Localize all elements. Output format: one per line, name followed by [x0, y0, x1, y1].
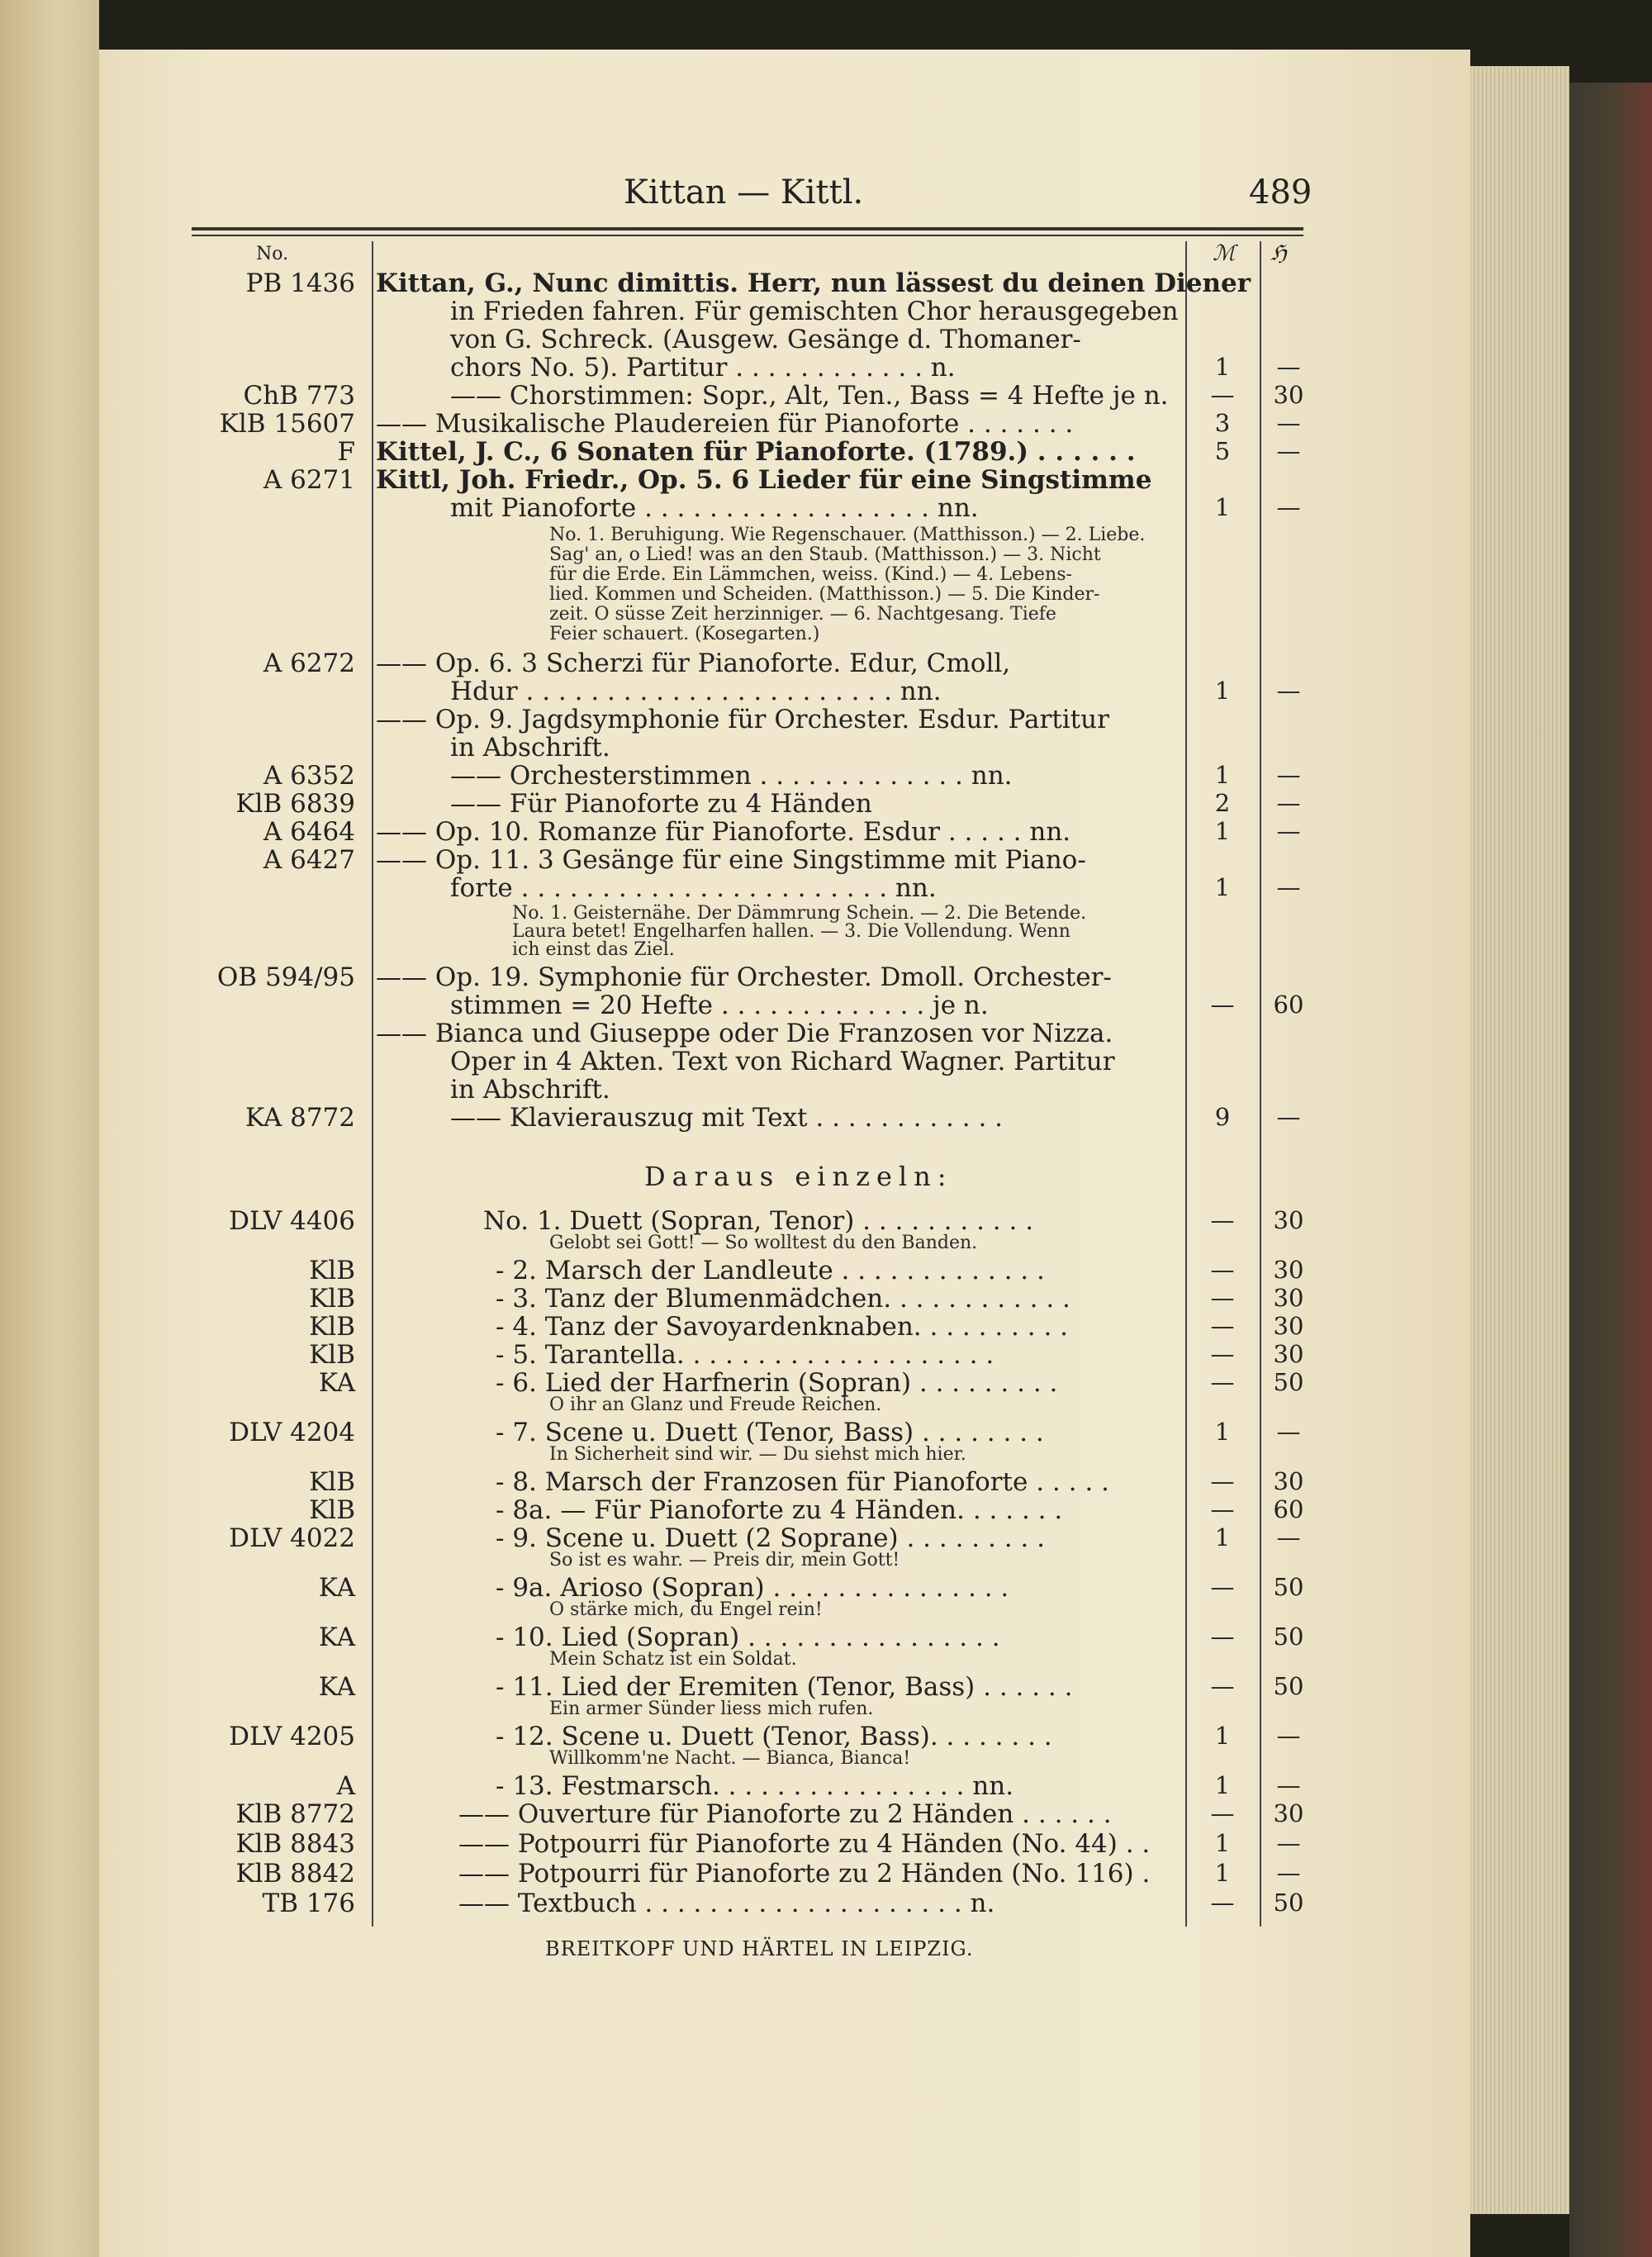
entry-note: ich einst das Ziel.	[512, 939, 675, 960]
entry-text: —— Op. 9. Jagdsymphonie für Orchester. Esdur. Partitur	[376, 705, 1109, 734]
catalog-number: DLV 4205	[229, 1722, 355, 1751]
entry-note: lied. Kommen und Scheiden. (Matthisson.) — 5. Die Kinder-	[549, 584, 1100, 605]
catalog-row	[0, 1623, 1652, 1652]
catalog-row	[0, 1368, 1652, 1398]
price-pfennig: 30	[1273, 1284, 1304, 1312]
catalog-row	[0, 1722, 1652, 1751]
catalog-number: KlB	[309, 1256, 355, 1285]
price-mark: 1	[1214, 677, 1231, 705]
price-pfennig: —	[1276, 1829, 1301, 1857]
catalog-row	[0, 1672, 1652, 1702]
catalog-row	[0, 733, 1652, 763]
price-pfennig: 50	[1273, 1889, 1304, 1917]
catalog-number: KlB 8843	[235, 1829, 355, 1859]
price-mark: 1	[1214, 873, 1231, 901]
catalog-number: A 6427	[263, 845, 355, 875]
catalog-row	[0, 1523, 1652, 1553]
catalog-row	[0, 1859, 1652, 1889]
catalog-number: A 6271	[263, 465, 355, 495]
entry-text: - 5. Tarantella. . . . . . . . . . . . . . . . . . . .	[496, 1340, 995, 1370]
price-mark: —	[1210, 1368, 1235, 1396]
page-title: Kittan — Kittl.	[624, 173, 864, 211]
catalog-number: KlB	[309, 1284, 355, 1314]
catalog-row	[0, 1573, 1652, 1603]
entry-text: - 9. Scene u. Duett (2 Soprane) . . . . . . . . .	[496, 1523, 1045, 1553]
header-rule	[192, 227, 1303, 230]
price-mark: 1	[1214, 1771, 1231, 1799]
price-pfennig: —	[1276, 493, 1301, 521]
entry-text: - 3. Tanz der Blumenmädchen. . . . . . . . . . . .	[496, 1284, 1070, 1314]
entry-text: Kittan, G., Nunc dimittis. Herr, nun lässest du deinen Diener	[376, 268, 1251, 298]
price-mark: 1	[1214, 1859, 1231, 1887]
catalog-row	[0, 845, 1652, 875]
catalog-number: KlB 15607	[219, 409, 355, 439]
catalog-row	[0, 297, 1652, 326]
price-mark: 1	[1214, 1523, 1231, 1551]
catalog-number: KA	[318, 1672, 355, 1702]
entry-text: - 10. Lied (Sopran) . . . . . . . . . . . . . . . .	[496, 1623, 1000, 1652]
catalog-number: DLV 4022	[229, 1523, 355, 1553]
entry-text: forte . . . . . . . . . . . . . . . . . . . . . . . nn.	[450, 873, 937, 903]
entry-note: O ihr an Glanz und Freude Reichen.	[549, 1395, 882, 1415]
catalog-row	[0, 1047, 1652, 1076]
price-pfennig: —	[1276, 409, 1301, 437]
catalog-row	[0, 705, 1652, 734]
price-pfennig: 50	[1273, 1573, 1304, 1601]
price-pfennig: —	[1276, 353, 1301, 381]
entry-note: O stärke mich, du Engel rein!	[549, 1599, 823, 1620]
entry-text: chors No. 5). Partitur . . . . . . . . . . . . n.	[450, 353, 956, 383]
entry-text: —— Op. 11. 3 Gesänge für eine Singstimme mit Piano-	[376, 845, 1086, 875]
catalog-row	[0, 353, 1652, 383]
catalog-number: KlB 8772	[235, 1799, 355, 1829]
entry-note: Sag' an, o Lied! was an den Staub. (Matthisson.) — 3. Nicht	[549, 544, 1101, 565]
price-mark: —	[1210, 1495, 1235, 1523]
entry-note: So ist es wahr. — Preis dir, mein Gott!	[549, 1550, 900, 1570]
price-pfennig: 30	[1273, 381, 1304, 409]
catalog-row	[0, 789, 1652, 819]
catalog-row	[0, 1889, 1652, 1918]
price-pfennig: —	[1276, 1418, 1301, 1446]
price-pfennig: —	[1276, 677, 1301, 705]
catalog-row	[0, 677, 1652, 706]
column-header-pfennig: ℌ	[1270, 241, 1287, 266]
catalog-number: KlB 6839	[235, 789, 355, 819]
price-pfennig: —	[1276, 1103, 1301, 1131]
catalog-row	[0, 465, 1652, 495]
price-mark: —	[1210, 1284, 1235, 1312]
entry-note: Mein Schatz ist ein Soldat.	[549, 1649, 797, 1670]
entry-text: - 4. Tanz der Savoyardenknaben. . . . . . . . . .	[496, 1312, 1069, 1342]
price-pfennig: —	[1276, 1859, 1301, 1887]
catalog-number: F	[337, 437, 355, 467]
entry-text: Kittel, J. C., 6 Sonaten für Pianoforte. (1789.) . . . . . .	[376, 437, 1136, 467]
entry-text: mit Pianoforte . . . . . . . . . . . . . . . . . . nn.	[450, 493, 979, 523]
price-pfennig: —	[1276, 1523, 1301, 1551]
catalog-number: KA	[318, 1623, 355, 1652]
catalog-row	[0, 1206, 1652, 1236]
price-mark: —	[1210, 1467, 1235, 1495]
catalog-row	[0, 1075, 1652, 1105]
price-mark: 3	[1214, 409, 1231, 437]
entry-text: —— Chorstimmen: Sopr., Alt, Ten., Bass = 4 Hefte je n.	[450, 381, 1169, 411]
entry-text: - 7. Scene u. Duett (Tenor, Bass) . . . . . . . .	[496, 1418, 1044, 1447]
price-mark: —	[1210, 1799, 1235, 1827]
catalog-number: KA	[318, 1368, 355, 1398]
price-mark: 1	[1214, 1418, 1231, 1446]
price-mark: 1	[1214, 353, 1231, 381]
section-heading-daraus: Daraus einzeln:	[644, 1161, 953, 1192]
price-mark: —	[1210, 1573, 1235, 1601]
entry-text: —— Für Pianoforte zu 4 Händen	[450, 789, 872, 819]
price-pfennig: 30	[1273, 1467, 1304, 1495]
entry-text: von G. Schreck. (Ausgew. Gesänge d. Thomaner-	[450, 325, 1081, 354]
entry-text: Kittl, Joh. Friedr., Op. 5. 6 Lieder für eine Singstimme	[376, 465, 1152, 495]
catalog-number: PB 1436	[245, 268, 355, 298]
entry-text: —— Potpourri für Pianoforte zu 2 Händen (No. 116) .	[458, 1859, 1151, 1889]
price-pfennig: 50	[1273, 1623, 1304, 1651]
catalog-row	[0, 381, 1652, 411]
entry-text: —— Potpourri für Pianoforte zu 4 Händen (No. 44) . .	[458, 1829, 1151, 1859]
catalog-row	[0, 1467, 1652, 1497]
entry-text: in Abschrift.	[450, 733, 610, 763]
catalog-row	[0, 437, 1652, 467]
entry-text: —— Op. 10. Romanze für Pianoforte. Esdur . . . . . nn.	[376, 817, 1071, 847]
entry-text: —— Op. 19. Symphonie für Orchester. Dmoll. Orchester-	[376, 962, 1112, 992]
entry-text: in Frieden fahren. Für gemischten Chor herausgegeben	[450, 297, 1179, 326]
price-mark: 1	[1214, 761, 1231, 789]
entry-text: - 8. Marsch der Franzosen für Pianoforte . . . . .	[496, 1467, 1109, 1497]
price-mark: 1	[1214, 817, 1231, 845]
catalog-row	[0, 1495, 1652, 1525]
catalog-number: DLV 4204	[229, 1418, 355, 1447]
price-pfennig: —	[1276, 1722, 1301, 1750]
entry-text: - 13. Festmarsch. . . . . . . . . . . . . . . . nn.	[496, 1771, 1014, 1801]
price-mark: 1	[1214, 493, 1231, 521]
catalog-number: KA	[318, 1573, 355, 1603]
price-mark: —	[1210, 1889, 1235, 1917]
entry-note: Willkomm'ne Nacht. — Bianca, Bianca!	[549, 1748, 911, 1769]
catalog-number: TB 176	[262, 1889, 355, 1918]
entry-text: —— Klavierauszug mit Text . . . . . . . . . . . .	[450, 1103, 1004, 1133]
price-mark: —	[1210, 1206, 1235, 1234]
catalog-row	[0, 991, 1652, 1020]
price-mark: —	[1210, 1256, 1235, 1284]
entry-text: - 6. Lied der Harfnerin (Sopran) . . . . . . . . .	[496, 1368, 1058, 1398]
catalog-number: A 6272	[263, 649, 355, 678]
catalog-number: DLV 4406	[229, 1206, 355, 1236]
entry-text: —— Ouverture für Pianoforte zu 2 Händen . . . . . .	[458, 1799, 1112, 1829]
catalog-row	[0, 761, 1652, 791]
publisher-footer: BREITKOPF UND HÄRTEL IN LEIPZIG.	[545, 1937, 974, 1960]
price-pfennig: 30	[1273, 1799, 1304, 1827]
catalog-row	[0, 325, 1652, 354]
price-mark: —	[1210, 381, 1235, 409]
catalog-row	[0, 1256, 1652, 1285]
entry-text: —— Bianca und Giuseppe oder Die Franzosen vor Nizza.	[376, 1019, 1113, 1048]
entry-text: - 8a. — Für Pianoforte zu 4 Händen. . . . . . .	[496, 1495, 1063, 1525]
catalog-number: KA 8772	[244, 1103, 355, 1133]
price-pfennig: 50	[1273, 1368, 1304, 1396]
catalog-row	[0, 1799, 1652, 1829]
catalog-row	[0, 268, 1652, 298]
price-mark: —	[1210, 1312, 1235, 1340]
entry-note: In Sicherheit sind wir. — Du siehst mich hier.	[549, 1444, 966, 1465]
entry-text: - 12. Scene u. Duett (Tenor, Bass). . . . . . . .	[496, 1722, 1052, 1751]
price-mark: —	[1210, 1672, 1235, 1700]
catalog-row	[0, 649, 1652, 678]
price-mark: 2	[1214, 789, 1231, 817]
price-pfennig: 30	[1273, 1340, 1304, 1368]
price-mark: —	[1210, 1623, 1235, 1651]
entry-text: —— Textbuch . . . . . . . . . . . . . . . . . . . . n.	[458, 1889, 995, 1918]
price-mark: 9	[1214, 1103, 1231, 1131]
price-pfennig: 30	[1273, 1312, 1304, 1340]
entry-note: Laura betet! Engelharfen hallen. — 3. Die Vollendung. Wenn	[512, 921, 1070, 942]
catalog-row	[0, 1340, 1652, 1370]
catalog-number: A 6464	[263, 817, 355, 847]
entry-text: —— Musikalische Plaudereien für Pianoforte . . . . . . .	[376, 409, 1074, 439]
column-header-mark: ℳ	[1213, 241, 1236, 266]
entry-text: in Abschrift.	[450, 1075, 610, 1105]
catalog-row	[0, 1019, 1652, 1048]
entry-text: - 9a. Arioso (Sopran) . . . . . . . . . . . . . . .	[496, 1573, 1009, 1603]
price-pfennig: —	[1276, 437, 1301, 465]
entry-text: - 2. Marsch der Landleute . . . . . . . . . . . . .	[496, 1256, 1045, 1285]
catalog-number: KlB	[309, 1340, 355, 1370]
catalog-row	[0, 962, 1652, 992]
price-pfennig: —	[1276, 817, 1301, 845]
catalog-number: ChB 773	[243, 381, 355, 411]
price-mark: 5	[1214, 437, 1231, 465]
entry-text: —— Orchesterstimmen . . . . . . . . . . . . . nn.	[450, 761, 1013, 791]
price-pfennig: —	[1276, 1771, 1301, 1799]
entry-note: No. 1. Beruhigung. Wie Regenschauer. (Matthisson.) — 2. Liebe.	[549, 525, 1146, 545]
catalog-row	[0, 1312, 1652, 1342]
catalog-number: A 6352	[263, 761, 355, 791]
entry-note: Ein armer Sünder liess mich rufen.	[549, 1699, 874, 1719]
price-pfennig: —	[1276, 761, 1301, 789]
entry-text: - 11. Lied der Eremiten (Tenor, Bass) . . . . . .	[496, 1672, 1073, 1702]
price-mark: 1	[1214, 1829, 1231, 1857]
catalog-row	[0, 817, 1652, 847]
price-mark: —	[1210, 1340, 1235, 1368]
header-rule-thin	[192, 235, 1303, 236]
catalog-number: KlB	[309, 1312, 355, 1342]
entry-text: No. 1. Duett (Sopran, Tenor) . . . . . . . . . . .	[483, 1206, 1034, 1236]
catalog-row	[0, 1418, 1652, 1447]
entry-text: stimmen = 20 Hefte . . . . . . . . . . . . . je n.	[450, 991, 989, 1020]
page-number: 489	[1249, 173, 1313, 211]
catalog-row	[0, 1771, 1652, 1801]
entry-note: No. 1. Geisternähe. Der Dämmrung Schein. — 2. Die Betende.	[512, 903, 1087, 924]
entry-note: zeit. O süsse Zeit herzinniger. — 6. Nachtgesang. Tiefe	[549, 604, 1056, 625]
entry-note: Gelobt sei Gott! — So wolltest du den Banden.	[549, 1233, 978, 1253]
price-mark: 1	[1214, 1722, 1231, 1750]
catalog-row	[0, 409, 1652, 439]
catalog-row	[0, 493, 1652, 523]
price-pfennig: —	[1276, 789, 1301, 817]
entry-note: Feier schauert. (Kosegarten.)	[549, 624, 820, 644]
catalog-row	[0, 873, 1652, 903]
price-mark: —	[1210, 991, 1235, 1019]
entry-text: —— Op. 6. 3 Scherzi für Pianoforte. Edur, Cmoll,	[376, 649, 1011, 678]
catalog-number: KlB	[309, 1467, 355, 1497]
column-header-no: No.	[256, 244, 289, 264]
catalog-number: KlB 8842	[235, 1859, 355, 1889]
catalog-row	[0, 1284, 1652, 1314]
price-pfennig: —	[1276, 873, 1301, 901]
catalog-number: OB 594/95	[216, 962, 355, 992]
entry-note: für die Erde. Ein Lämmchen, weiss. (Kind.) — 4. Lebens-	[549, 564, 1072, 585]
price-pfennig: 30	[1273, 1256, 1304, 1284]
catalog-row	[0, 1829, 1652, 1859]
price-pfennig: 60	[1273, 1495, 1304, 1523]
entry-text: Hdur . . . . . . . . . . . . . . . . . . . . . . . nn.	[450, 677, 942, 706]
catalog-number: KlB	[309, 1495, 355, 1525]
price-pfennig: 30	[1273, 1206, 1304, 1234]
entry-text: Oper in 4 Akten. Text von Richard Wagner. Partitur	[450, 1047, 1115, 1076]
price-pfennig: 50	[1273, 1672, 1304, 1700]
catalog-number: A	[336, 1771, 355, 1801]
price-pfennig: 60	[1273, 991, 1304, 1019]
catalog-row	[0, 1103, 1652, 1133]
